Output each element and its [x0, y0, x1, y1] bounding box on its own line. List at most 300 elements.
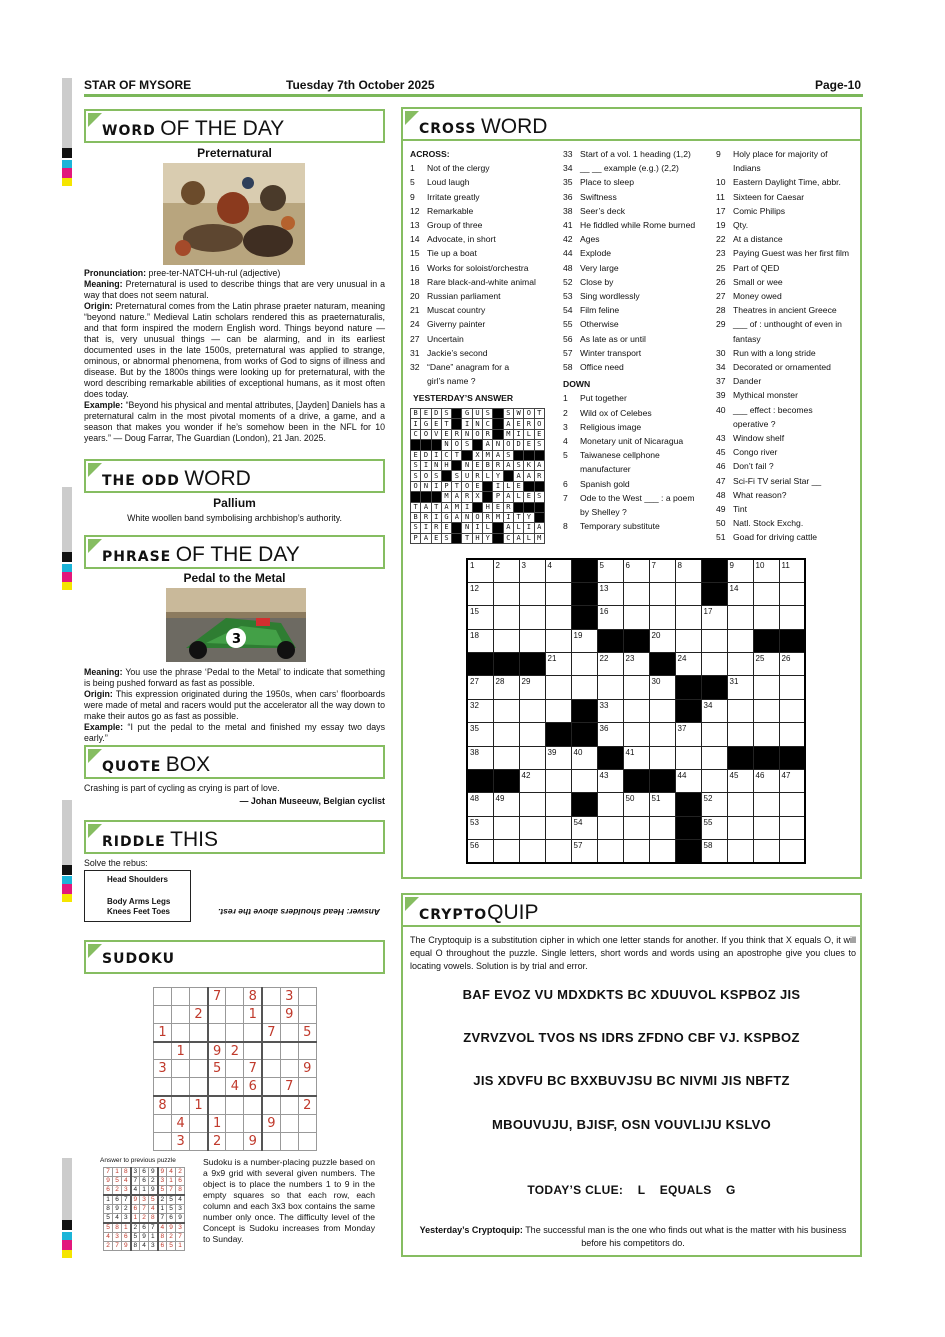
clue: 24 Giverny painter	[410, 319, 486, 330]
crossword-cell[interactable]: 38	[467, 746, 493, 769]
sudoku-cell[interactable]: 5	[208, 1060, 226, 1078]
crossword-cell[interactable]: 54	[571, 816, 597, 839]
crossword-cell[interactable]	[545, 676, 571, 699]
sudoku-cell[interactable]	[262, 1042, 280, 1060]
sudoku-cell: 4	[131, 1186, 140, 1196]
crossword-cell[interactable]	[701, 653, 727, 676]
clue: 37 Dander	[716, 376, 762, 387]
sudoku-cell[interactable]	[226, 1024, 244, 1042]
sudoku-cell[interactable]: 3	[172, 1132, 190, 1150]
odd-word: Pallium	[213, 496, 256, 510]
crossword-cell[interactable]: 6	[623, 559, 649, 582]
sudoku-cell[interactable]: 1	[172, 1042, 190, 1060]
sudoku-cell[interactable]	[154, 1078, 172, 1096]
crossword-cell[interactable]: 47	[779, 770, 805, 793]
crossword-cell[interactable]	[753, 606, 779, 629]
crossword-cell[interactable]	[519, 793, 545, 816]
answer-cell: A	[524, 471, 534, 481]
sudoku-cell[interactable]: 9	[244, 1132, 262, 1150]
answer-cell: E	[534, 429, 544, 439]
sudoku-cell[interactable]: 8	[244, 988, 262, 1006]
crossword-cell[interactable]	[675, 629, 701, 652]
sudoku-cell[interactable]	[172, 1006, 190, 1024]
crossword-cell[interactable]	[727, 793, 753, 816]
crossword-cell[interactable]	[753, 793, 779, 816]
clue: 57 Winter transport	[563, 347, 642, 358]
crossword-cell[interactable]	[727, 629, 753, 652]
crossword-cell[interactable]	[779, 840, 805, 863]
crossword-cell[interactable]	[649, 723, 675, 746]
crossword-cell[interactable]	[545, 699, 571, 722]
answer-cell: E	[411, 450, 421, 460]
registration-mark	[62, 1250, 72, 1258]
clue: 11 Sixteen for Caesar	[716, 191, 805, 202]
crossword-cell[interactable]	[727, 816, 753, 839]
black-square	[701, 676, 727, 699]
crossword-cell[interactable]: 49	[493, 793, 519, 816]
crossword-cell[interactable]	[597, 793, 623, 816]
crossword-cell[interactable]	[727, 723, 753, 746]
answer-cell: O	[472, 429, 482, 439]
answer-cell: A	[513, 533, 523, 543]
crossword-cell[interactable]: 50	[623, 793, 649, 816]
sudoku-cell[interactable]	[154, 1042, 172, 1060]
sudoku-cell: 6	[140, 1168, 149, 1177]
sudoku-cell[interactable]	[172, 1060, 190, 1078]
answer-cell: X	[472, 450, 482, 460]
crossword-cell[interactable]: 10	[753, 559, 779, 582]
crossword-cell[interactable]: 22	[597, 653, 623, 676]
crossword-cell[interactable]	[597, 816, 623, 839]
sudoku-cell[interactable]: 2	[298, 1096, 316, 1114]
crossword-cell[interactable]	[727, 699, 753, 722]
crossword-cell[interactable]	[519, 816, 545, 839]
sudoku-cell[interactable]	[208, 1078, 226, 1096]
sudoku-cell[interactable]: 2	[190, 1006, 208, 1024]
sudoku-cell[interactable]	[280, 1042, 298, 1060]
crossword-cell[interactable]: 21	[545, 653, 571, 676]
crossword-cell[interactable]: 20	[649, 629, 675, 652]
crossword-cell[interactable]	[493, 840, 519, 863]
crossword-cell[interactable]	[571, 676, 597, 699]
crossword-cell[interactable]	[519, 582, 545, 605]
crossword-cell[interactable]	[701, 770, 727, 793]
sudoku-cell: 8	[131, 1242, 140, 1251]
answer-cell: L	[483, 523, 493, 533]
sudoku-cell[interactable]	[190, 1114, 208, 1132]
answer-cell: I	[431, 450, 441, 460]
crossword-cell[interactable]	[623, 606, 649, 629]
crossword-cell[interactable]: 14	[727, 582, 753, 605]
crossword-cell[interactable]	[701, 746, 727, 769]
sudoku-cell[interactable]: 9	[298, 1060, 316, 1078]
crossword-cell[interactable]	[545, 629, 571, 652]
crossword-cell[interactable]: 16	[597, 606, 623, 629]
crossword-cell[interactable]: 13	[597, 582, 623, 605]
sudoku-cell[interactable]: 7	[208, 988, 226, 1006]
sudoku-cell[interactable]: 8	[154, 1096, 172, 1114]
answer-cell: I	[431, 512, 441, 522]
crossword-cell[interactable]: 11	[779, 559, 805, 582]
sudoku-cell[interactable]	[226, 988, 244, 1006]
crossword-cell[interactable]	[779, 723, 805, 746]
crossword-cell[interactable]	[649, 746, 675, 769]
clue: 19 Qty.	[716, 220, 749, 231]
crossword-cell[interactable]	[545, 816, 571, 839]
crossword-cell[interactable]: 2	[493, 559, 519, 582]
sudoku-cell[interactable]: 6	[244, 1078, 262, 1096]
sudoku-cell[interactable]	[208, 1096, 226, 1114]
sudoku-cell: 7	[104, 1168, 113, 1177]
sudoku-cell: 3	[113, 1233, 122, 1242]
sudoku-cell: 9	[113, 1205, 122, 1214]
sudoku-cell: 9	[149, 1168, 158, 1177]
registration-mark	[62, 865, 72, 875]
clue: 1 Put together	[563, 393, 627, 404]
sudoku-cell[interactable]	[190, 1132, 208, 1150]
crossword-cell[interactable]: 57	[571, 840, 597, 863]
crossword-cell[interactable]	[779, 676, 805, 699]
sudoku-cell[interactable]	[226, 1132, 244, 1150]
sudoku-cell[interactable]	[280, 1060, 298, 1078]
sudoku-cell[interactable]	[190, 1024, 208, 1042]
sudoku-cell[interactable]	[298, 1006, 316, 1024]
crossword-cell[interactable]	[701, 629, 727, 652]
sudoku-cell[interactable]	[298, 988, 316, 1006]
sudoku-cell[interactable]	[262, 1132, 280, 1150]
crossword-cell[interactable]: 18	[467, 629, 493, 652]
crossword-cell[interactable]	[597, 840, 623, 863]
sudoku-cell[interactable]: 9	[262, 1114, 280, 1132]
answer-cell: A	[452, 512, 462, 522]
crossword-cell[interactable]	[753, 840, 779, 863]
sudoku-cell: 1	[167, 1177, 176, 1186]
crossword-cell[interactable]: 5	[597, 559, 623, 582]
painting-image	[163, 163, 305, 265]
crossword-cell[interactable]: 19	[571, 629, 597, 652]
clue: 10 Eastern Daylight Time, abbr.	[716, 177, 841, 188]
answer-cell: O	[421, 429, 431, 439]
sudoku-cell[interactable]	[154, 1114, 172, 1132]
sudoku-cell[interactable]: 9	[280, 1006, 298, 1024]
sudoku-cell[interactable]: 3	[280, 988, 298, 1006]
crossword-cell[interactable]	[753, 676, 779, 699]
sudoku-cell: 6	[113, 1195, 122, 1205]
sudoku-cell[interactable]: 1	[208, 1114, 226, 1132]
paper-name: STAR OF MYSORE	[84, 78, 192, 92]
black-square	[623, 770, 649, 793]
crossword-cell[interactable]: 31	[727, 676, 753, 699]
clue: 43 Window shelf	[716, 433, 785, 444]
sudoku-cell[interactable]	[154, 1132, 172, 1150]
crossword-cell[interactable]: 39	[545, 746, 571, 769]
crossword-cell[interactable]: 7	[649, 559, 675, 582]
down-clues	[716, 147, 849, 545]
crossword-cell[interactable]	[493, 816, 519, 839]
answer-cell: I	[524, 523, 534, 533]
issue-date: Tuesday 7th October 2025	[286, 78, 435, 92]
crossword-cell[interactable]	[727, 840, 753, 863]
answer-cell: A	[421, 533, 431, 543]
crossword-cell[interactable]	[623, 582, 649, 605]
sudoku-cell[interactable]	[226, 1006, 244, 1024]
sudoku-cell: 7	[140, 1205, 149, 1214]
clue: 32 “Dane” anagram for a	[410, 362, 510, 373]
sudoku-cell[interactable]	[208, 1006, 226, 1024]
sudoku-cell: 6	[176, 1177, 185, 1186]
crossword-cell[interactable]	[623, 840, 649, 863]
sudoku-cell[interactable]	[190, 1078, 208, 1096]
phrase-text: Pedal to the Metal	[183, 571, 286, 585]
sudoku-cell: 4	[122, 1177, 131, 1186]
sudoku-cell[interactable]: 7	[244, 1060, 262, 1078]
sudoku-cell[interactable]: 4	[172, 1114, 190, 1132]
crossword-cell[interactable]	[493, 746, 519, 769]
crossword-cell[interactable]	[545, 840, 571, 863]
cipher-line: JIS XDVFU BC BXXBUVJSU BC NIVMI JIS NBFTZ	[473, 1073, 790, 1088]
sudoku-cell: 1	[104, 1195, 113, 1205]
sudoku-cell[interactable]	[298, 1132, 316, 1150]
sudoku-cell: 8	[149, 1214, 158, 1224]
sudoku-cell[interactable]: 1	[154, 1024, 172, 1042]
sudoku-cell[interactable]	[262, 1006, 280, 1024]
crossword-cell[interactable]: 8	[675, 559, 701, 582]
sudoku-cell[interactable]	[190, 988, 208, 1006]
crossword-cell[interactable]	[571, 653, 597, 676]
sudoku-cell: 9	[140, 1233, 149, 1242]
sudoku-cell[interactable]	[208, 1024, 226, 1042]
crossword-cell[interactable]	[623, 676, 649, 699]
clue: 4 Monetary unit of Nicaragua	[563, 436, 684, 447]
answer-cell: A	[534, 523, 544, 533]
answer-cell: I	[421, 523, 431, 533]
crossword-cell[interactable]: 45	[727, 770, 753, 793]
clue: 31 Jackie’s second	[410, 347, 488, 358]
crossword-cell[interactable]: 36	[597, 723, 623, 746]
crossword-cell[interactable]: 9	[727, 559, 753, 582]
registration-mark	[62, 168, 72, 178]
yesterday-cryptoquip: Yesterday’s Cryptoquip: The successful man is the one who finds out what is the matter with his business before his competitors do.	[419, 1225, 847, 1248]
crossword-cell[interactable]	[493, 629, 519, 652]
sudoku-cell[interactable]: 7	[262, 1024, 280, 1042]
crossword-cell[interactable]	[519, 746, 545, 769]
sudoku-cell[interactable]: 3	[154, 1060, 172, 1078]
crossword-cell[interactable]: 27	[467, 676, 493, 699]
crossword-cell[interactable]: 51	[649, 793, 675, 816]
crossword-cell[interactable]: 34	[701, 699, 727, 722]
sudoku-cell[interactable]	[262, 1096, 280, 1114]
crossword-cell[interactable]	[519, 699, 545, 722]
sudoku-cell[interactable]	[172, 1078, 190, 1096]
crossword-cell[interactable]: 12	[467, 582, 493, 605]
black-square	[597, 746, 623, 769]
sudoku-cell[interactable]	[262, 988, 280, 1006]
crossword-cell[interactable]	[649, 699, 675, 722]
crossword-cell[interactable]	[779, 793, 805, 816]
sudoku-cell[interactable]	[172, 1024, 190, 1042]
sudoku-cell[interactable]	[244, 1042, 262, 1060]
crossword-cell[interactable]	[519, 629, 545, 652]
crossword-cell[interactable]	[675, 746, 701, 769]
quote-author: — Johan Museeuw, Belgian cyclist	[239, 796, 385, 806]
crossword-cell[interactable]	[675, 582, 701, 605]
sudoku-cell[interactable]	[298, 1114, 316, 1132]
sudoku-cell[interactable]	[298, 1078, 316, 1096]
crossword-cell[interactable]	[493, 723, 519, 746]
sudoku-cell[interactable]: 7	[280, 1078, 298, 1096]
crossword-cell[interactable]: 48	[467, 793, 493, 816]
sudoku-cell[interactable]	[298, 1042, 316, 1060]
crossword-cell[interactable]	[597, 676, 623, 699]
crossword-cell[interactable]	[753, 582, 779, 605]
crossword-cell[interactable]: 44	[675, 770, 701, 793]
sudoku-cell[interactable]	[280, 1114, 298, 1132]
crossword-cell[interactable]	[545, 770, 571, 793]
black-square	[483, 481, 493, 491]
clue: 2 Wild ox of Celebes	[563, 407, 652, 418]
crossword-cell[interactable]	[753, 816, 779, 839]
crossword-cell[interactable]: 53	[467, 816, 493, 839]
answer-cell: T	[462, 533, 472, 543]
crossword-cell[interactable]: 35	[467, 723, 493, 746]
sudoku-cell[interactable]: 1	[244, 1006, 262, 1024]
sudoku-cell: 2	[140, 1214, 149, 1224]
sudoku-cell[interactable]	[244, 1096, 262, 1114]
crossword-cell[interactable]: 23	[623, 653, 649, 676]
crossword-cell[interactable]: 30	[649, 676, 675, 699]
crossword-cell[interactable]: 56	[467, 840, 493, 863]
black-square	[493, 770, 519, 793]
crossword-cell[interactable]: 41	[623, 746, 649, 769]
crossword-cell[interactable]: 55	[701, 816, 727, 839]
crossword-cell[interactable]	[649, 606, 675, 629]
crossword-cell[interactable]	[545, 793, 571, 816]
meaning: Preternatural is used to describe things that are very unusual in a way that does not seem natural.	[84, 279, 385, 300]
sudoku-cell[interactable]: 2	[226, 1042, 244, 1060]
sudoku-cell[interactable]	[172, 988, 190, 1006]
answer-cell: L	[483, 471, 493, 481]
sudoku-cell[interactable]	[226, 1114, 244, 1132]
crossword-cell[interactable]	[493, 606, 519, 629]
cipher-line: BAF EVOZ VU MDXDKTS BC XDUUVOL KSPBOZ JIS	[462, 987, 801, 1002]
crossword-cell[interactable]: 58	[701, 840, 727, 863]
crossword-cell[interactable]: 46	[753, 770, 779, 793]
crossword-cell[interactable]	[493, 582, 519, 605]
crossword-cell[interactable]	[753, 699, 779, 722]
crossword-cell[interactable]	[623, 723, 649, 746]
clue: 27 Uncertain	[410, 333, 464, 344]
crossword-cell[interactable]	[493, 699, 519, 722]
answer-cell: I	[411, 419, 421, 429]
crossword-cell[interactable]: 42	[519, 770, 545, 793]
sudoku-cell[interactable]	[172, 1096, 190, 1114]
sudoku-cell[interactable]: 9	[208, 1042, 226, 1060]
sudoku-cell[interactable]	[280, 1132, 298, 1150]
crossword-cell[interactable]: 33	[597, 699, 623, 722]
crossword-cell[interactable]: 25	[753, 653, 779, 676]
crossword-cell[interactable]	[545, 582, 571, 605]
crossword-cell[interactable]	[779, 582, 805, 605]
crossword-cell[interactable]	[519, 840, 545, 863]
crossword-cell[interactable]	[571, 770, 597, 793]
crossword-cell[interactable]: 17	[701, 606, 727, 629]
crossword-cell[interactable]	[779, 606, 805, 629]
crossword-cell[interactable]	[727, 653, 753, 676]
sudoku-cell[interactable]: 4	[226, 1078, 244, 1096]
answer-cell: S	[411, 523, 421, 533]
crossword-cell[interactable]: 3	[519, 559, 545, 582]
sudoku-cell[interactable]: 1	[190, 1096, 208, 1114]
crossword-cell[interactable]	[779, 816, 805, 839]
race-car-image	[166, 588, 306, 662]
sudoku-cell[interactable]	[244, 1114, 262, 1132]
sudoku-cell[interactable]	[226, 1060, 244, 1078]
crossword-cell[interactable]	[649, 816, 675, 839]
crossword-cell[interactable]: 4	[545, 559, 571, 582]
crossword-cell[interactable]	[727, 606, 753, 629]
crossword-cell[interactable]: 1	[467, 559, 493, 582]
sudoku-cell[interactable]	[226, 1096, 244, 1114]
crossword-cell[interactable]	[623, 699, 649, 722]
sudoku-cell: 7	[158, 1214, 167, 1224]
crossword-cell[interactable]: 43	[597, 770, 623, 793]
sudoku-cell[interactable]: 5	[298, 1024, 316, 1042]
crossword-cell[interactable]: 28	[493, 676, 519, 699]
crossword-cell[interactable]	[779, 699, 805, 722]
crossword-cell[interactable]	[649, 582, 675, 605]
crossword-cell[interactable]: 40	[571, 746, 597, 769]
crossword-cell[interactable]: 15	[467, 606, 493, 629]
crossword-cell[interactable]: 37	[675, 723, 701, 746]
sudoku-cell[interactable]	[154, 1006, 172, 1024]
sudoku-cell: 2	[176, 1168, 185, 1177]
sudoku-cell[interactable]	[262, 1060, 280, 1078]
sudoku-cell[interactable]	[154, 988, 172, 1006]
crossword-cell[interactable]: 26	[779, 653, 805, 676]
crossword-cell[interactable]: 29	[519, 676, 545, 699]
sudoku-cell: 1	[140, 1186, 149, 1196]
crossword-cell[interactable]	[519, 606, 545, 629]
crossword-cell[interactable]	[675, 606, 701, 629]
sudoku-cell: 1	[176, 1242, 185, 1251]
sudoku-cell[interactable]	[190, 1042, 208, 1060]
crossword-cell[interactable]	[623, 816, 649, 839]
crossword-cell[interactable]: 32	[467, 699, 493, 722]
sudoku-cell[interactable]	[262, 1078, 280, 1096]
crossword-cell[interactable]	[701, 723, 727, 746]
crossword-cell[interactable]	[519, 723, 545, 746]
black-square	[701, 582, 727, 605]
black-square	[675, 699, 701, 722]
crossword-cell[interactable]	[545, 606, 571, 629]
sudoku-cell: 5	[131, 1233, 140, 1242]
quote-title: QUOTE BOX	[84, 745, 385, 779]
sudoku-cell[interactable]	[280, 1096, 298, 1114]
crossword-cell[interactable]: 24	[675, 653, 701, 676]
sudoku-cell[interactable]	[280, 1024, 298, 1042]
crossword-cell[interactable]	[649, 840, 675, 863]
sudoku-cell[interactable]	[244, 1024, 262, 1042]
clue: 34 Decorated or ornamented	[716, 362, 831, 373]
crossword-cell[interactable]: 52	[701, 793, 727, 816]
crossword-cell[interactable]	[753, 723, 779, 746]
sudoku-cell[interactable]: 2	[208, 1132, 226, 1150]
black-square	[472, 440, 482, 450]
clue: by Shelley ?	[580, 507, 627, 518]
answer-cell: T	[441, 419, 451, 429]
sudoku-cell[interactable]	[190, 1060, 208, 1078]
clue: 39 Mythical monster	[716, 390, 798, 401]
